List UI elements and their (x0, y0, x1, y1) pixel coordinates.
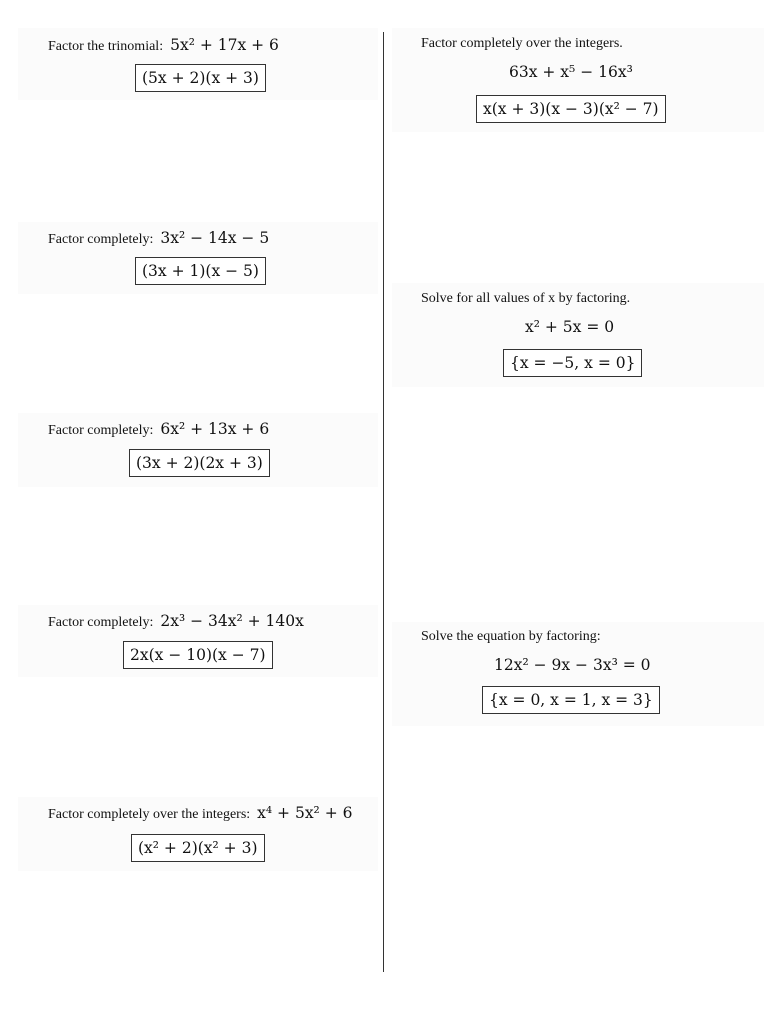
problem-1-expression: 5x² + 17x + 6 (170, 36, 279, 54)
problem-7-answer: {x = −5, x = 0} (503, 349, 642, 377)
problem-8-expression: 12x² − 9x − 3x³ = 0 (494, 656, 651, 674)
problem-5-prompt: Factor completely over the integers: (48, 807, 251, 822)
problem-3-prompt: Factor completely: (48, 423, 154, 438)
problem-6-prompt: Factor completely over the integers. (421, 36, 623, 51)
problem-7-prompt: Solve for all values of x by factoring. (421, 291, 631, 306)
problem-3-question (48, 420, 269, 439)
problem-8-prompt: Solve the equation by factoring: (421, 629, 601, 644)
problem-2-answer: (3x + 1)(x − 5) (135, 257, 266, 285)
problem-6-expression: 63x + x⁵ − 16x³ (509, 63, 633, 81)
problem-8-answer: {x = 0, x = 1, x = 3} (482, 686, 660, 714)
problem-4-question (48, 612, 304, 631)
problem-4-expression: 2x³ − 34x² + 140x (160, 612, 304, 630)
problem-2-prompt: Factor completely: (48, 232, 154, 247)
problem-4-answer: 2x(x − 10)(x − 7) (123, 641, 273, 669)
problem-1-answer: (5x + 2)(x + 3) (135, 64, 266, 92)
problem-3-answer: (3x + 2)(2x + 3) (129, 449, 270, 477)
problem-4-prompt: Factor completely: (48, 615, 154, 630)
column-divider (383, 32, 384, 972)
problem-1-question (48, 36, 279, 55)
problem-5-answer: (x² + 2)(x² + 3) (131, 834, 265, 862)
problem-3-expression: 6x² + 13x + 6 (160, 420, 270, 438)
problem-2-question (48, 229, 269, 248)
problem-7-expression: x² + 5x = 0 (525, 318, 615, 336)
problem-5-expression: x⁴ + 5x² + 6 (257, 804, 353, 822)
problem-5-question (48, 804, 352, 823)
problem-2-expression: 3x² − 14x − 5 (160, 229, 270, 247)
problem-6-answer: x(x + 3)(x − 3)(x² − 7) (476, 95, 666, 123)
problem-1-prompt: Factor the trinomial: (48, 39, 164, 54)
